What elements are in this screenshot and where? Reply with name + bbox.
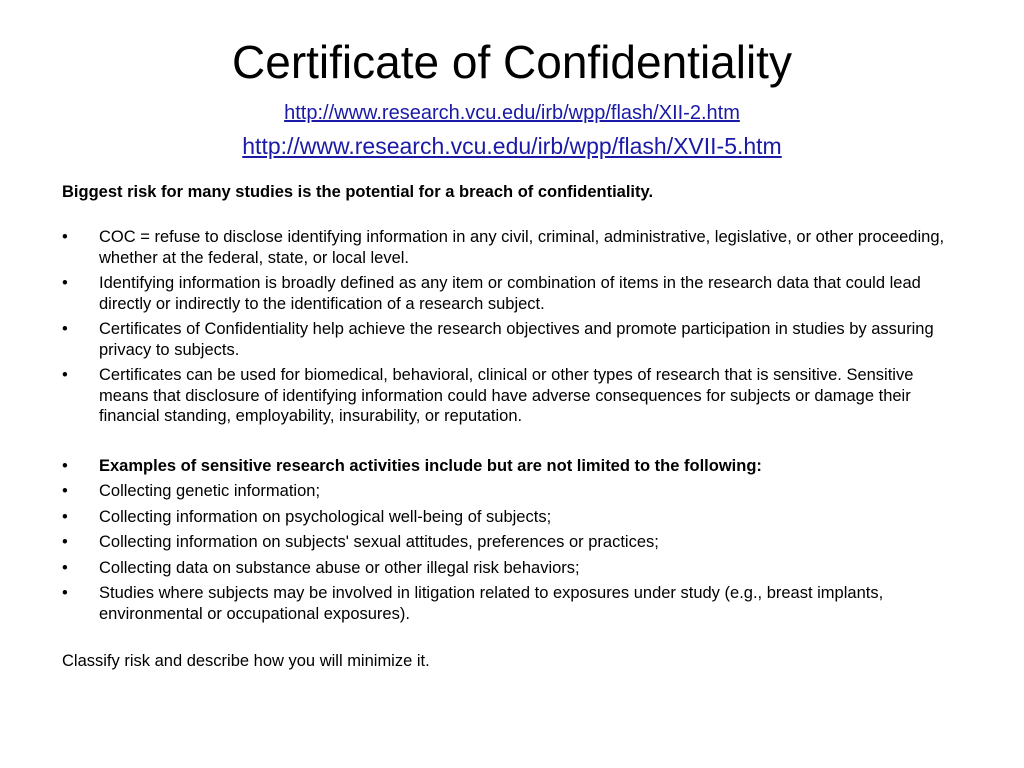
bullet-icon: • [62,533,68,551]
slide-body [62,182,962,672]
list-item [62,456,962,477]
list-item-text: Certificates of Confidentiality help achieve the research objectives and promote participation in studies by assuring privacy to subjects. [99,320,934,359]
bullet-icon: • [62,228,68,246]
examples-bullet-list [62,456,962,625]
bullet-icon: • [62,456,68,475]
reference-link-1[interactable]: http://www.research.vcu.edu/irb/wpp/flash/XII-2.htm [284,102,740,124]
list-item-text: Collecting genetic information; [99,482,321,500]
list-item [62,273,962,314]
list-item [62,532,962,553]
list-item-text: Collecting information on psychological well-being of subjects; [99,507,552,526]
examples-heading: Examples of sensitive research activities include but are not limited to the following: [99,456,762,475]
list-item-text: Collecting data on substance abuse or other illegal risk behaviors; [99,558,580,577]
list-item-text: Identifying information is broadly defined as any item or combination of items in the research data that could lead directly or indirectly to the identification of a research subject. [99,274,921,313]
list-item [62,507,962,528]
bullet-icon: • [62,320,68,338]
bullet-icon: • [62,482,68,500]
bullet-icon: • [62,558,68,577]
list-item-text: Collecting information on subjects' sexual attitudes, preferences or practices; [99,533,659,551]
reference-link-2[interactable]: http://www.research.vcu.edu/irb/wpp/flash/XVII-5.htm [242,133,782,159]
closing-statement: Classify risk and describe how you will minimize it. [62,652,430,670]
list-item [62,365,962,427]
list-item [62,227,962,268]
list-item [62,319,962,360]
list-item-text: COC = refuse to disclose identifying information in any civil, criminal, administrative, legislative, or other proceeding, whether at the federal, state, or local level. [99,228,945,267]
slide-title: Certificate of Confidentiality [232,36,792,88]
list-item [62,583,962,624]
intro-statement: Biggest risk for many studies is the potential for a breach of confidentiality. [62,183,654,201]
list-item-text: Certificates can be used for biomedical, behavioral, clinical or other types of research that is sensitive. Sensitive means that disclosure of identifying information could have adverse consequences for subjects or damage their financial standing, employability, insurability, or reputation. [99,366,914,425]
bullet-icon: • [62,274,68,292]
bullet-icon: • [62,366,68,384]
bullet-icon: • [62,584,68,602]
list-item-text: Studies where subjects may be involved in litigation related to exposures under study (e.g., breast implants, environmental or occupational exposures). [99,584,884,623]
list-item [62,481,962,502]
coc-bullet-list [62,227,962,427]
list-item [62,558,962,579]
bullet-icon: • [62,507,68,526]
